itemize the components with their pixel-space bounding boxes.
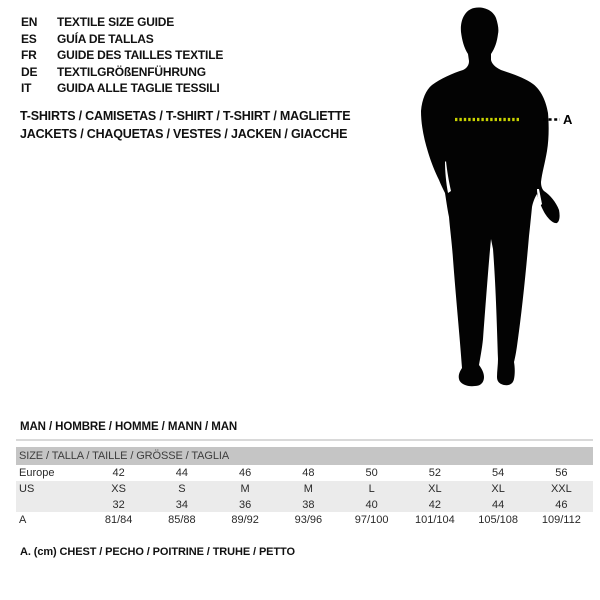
language-code: EN: [21, 15, 38, 29]
size-value-cell: 52: [428, 467, 441, 479]
size-value-cell: M: [240, 483, 250, 495]
row-label: Europe: [19, 467, 55, 479]
measurement-footnote: A. (cm) CHEST / PECHO / POITRINE / TRUHE / PETTO: [20, 546, 295, 558]
table-row: [16, 497, 593, 512]
language-code: IT: [21, 81, 32, 96]
language-row: [21, 14, 223, 31]
size-value-cell: 40: [365, 498, 378, 511]
size-value-cell: 42: [428, 498, 441, 511]
table-row: [16, 481, 593, 497]
language-label: GUIDA ALLE TAGLIE TESSILI: [57, 81, 220, 96]
size-table: [16, 447, 593, 528]
size-value-cell: 54: [492, 467, 505, 479]
category-jackets: JACKETS / CHAQUETAS / VESTES / JACKEN / GIACCHE: [20, 127, 348, 141]
measure-label-a: A: [563, 112, 573, 127]
size-value-cell: 34: [175, 498, 188, 511]
size-value-cell: S: [178, 483, 186, 495]
section-title-man: MAN / HOMBRE / HOMME / MANN / MAN: [20, 421, 238, 433]
language-label: GUÍA DE TALLAS: [57, 31, 154, 46]
row-label: A: [19, 514, 27, 526]
size-value-cell: 38: [302, 498, 315, 511]
size-value-cell: 36: [239, 498, 252, 511]
size-table-rows: [16, 465, 593, 528]
language-row: [21, 80, 223, 97]
size-table-header: SIZE / TALLA / TAILLE / GRÖSSE / TAGLIA: [16, 447, 593, 465]
language-row: [21, 47, 223, 64]
size-value-cell: 46: [239, 467, 252, 479]
man-silhouette: [405, 0, 585, 398]
size-value-cell: 85/88: [168, 514, 196, 526]
language-row: [21, 64, 223, 81]
size-value-cell: 44: [175, 467, 188, 479]
table-row: [16, 512, 593, 528]
size-value-cell: L: [368, 483, 375, 495]
size-value-cell: 32: [112, 498, 125, 511]
size-value-cell: 97/100: [354, 514, 389, 526]
size-value-cell: 44: [492, 498, 505, 511]
language-label: GUIDE DES TAILLES TEXTILE: [57, 48, 224, 63]
size-value-cell: 89/92: [231, 514, 259, 526]
category-tshirts: T-SHIRTS / CAMISETAS / T-SHIRT / T-SHIRT / MAGLIETTE: [20, 109, 351, 123]
garment-categories: [20, 107, 350, 143]
size-value-cell: 46: [555, 498, 568, 511]
size-value-cell: 42: [112, 467, 125, 479]
size-value-cell: 81/84: [104, 514, 133, 526]
language-label: TEXTILGRÖßENFÜHRUNG: [57, 64, 206, 79]
language-list: [21, 14, 223, 97]
size-value-cell: 105/108: [478, 514, 518, 526]
size-value-cell: 93/96: [294, 514, 323, 526]
size-value-cell: 101/104: [414, 514, 455, 526]
size-value-cell: XXL: [550, 483, 572, 495]
language-row: [21, 31, 223, 48]
language-label: TEXTILE SIZE GUIDE: [57, 15, 175, 29]
size-value-cell: 50: [365, 467, 378, 479]
language-code: ES: [21, 31, 37, 46]
size-value-cell: XL: [491, 483, 505, 495]
table-top-divider: [16, 439, 593, 441]
language-code: DE: [21, 64, 38, 79]
size-value-cell: 48: [302, 467, 315, 479]
size-value-cell: XS: [111, 483, 126, 495]
size-value-cell: M: [303, 483, 313, 495]
table-row: [16, 465, 593, 481]
row-label: US: [19, 483, 35, 495]
size-value-cell: XL: [428, 483, 442, 495]
size-value-cell: 109/112: [541, 514, 581, 526]
size-value-cell: 56: [555, 467, 568, 479]
language-code: FR: [21, 48, 37, 63]
